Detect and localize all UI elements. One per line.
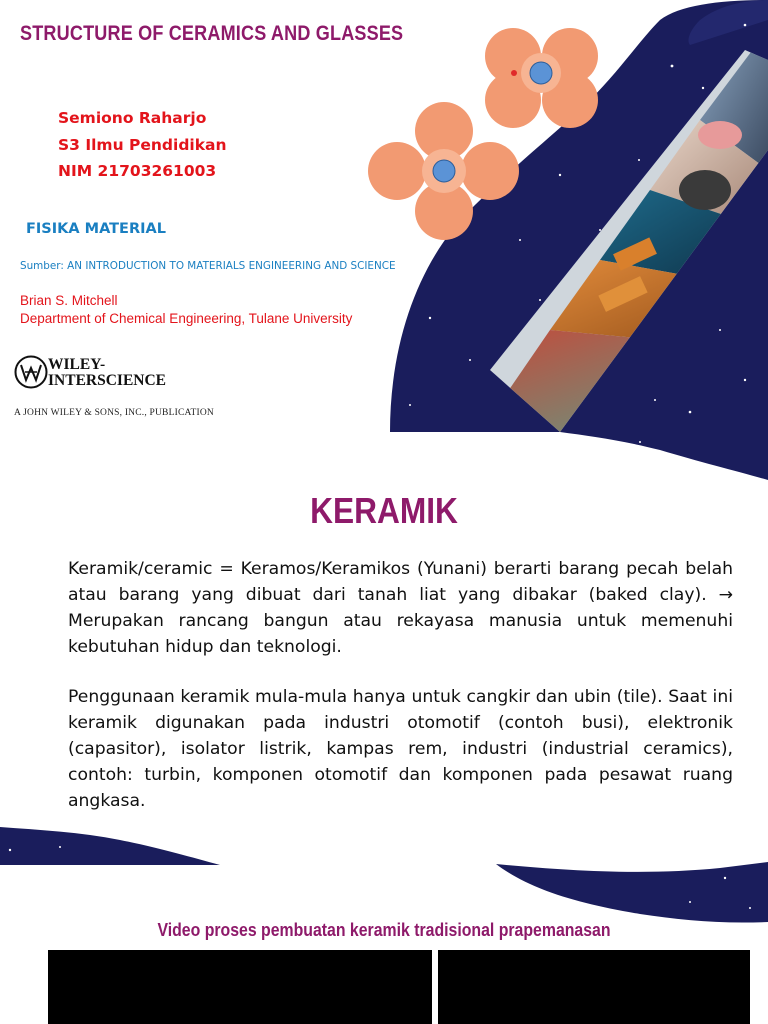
publisher-logo-text xyxy=(48,357,166,389)
source-reference: Sumber: AN INTRODUCTION TO MATERIALS ENGINEERING AND SCIENCE xyxy=(20,260,396,272)
author-program: S3 Ilmu Pendidikan xyxy=(58,136,227,154)
title-slide xyxy=(0,0,768,432)
wiley-logo-icon xyxy=(14,354,48,390)
video-player-right[interactable] xyxy=(438,950,750,1024)
atom-cluster-bottom xyxy=(368,102,519,240)
publisher-logo-line1: WILEY- xyxy=(48,356,106,373)
source-department: Department of Chemical Engineering, Tulane University xyxy=(20,311,353,326)
course-name: FISIKA MATERIAL xyxy=(26,221,166,237)
publisher-logo-line2: INTERSCIENCE xyxy=(48,372,167,389)
presentation-title: STRUCTURE OF CERAMICS AND GLASSES xyxy=(20,22,404,45)
video-caption: Video proses pembuatan keramik tradisional prapemanasan xyxy=(157,920,611,940)
author-name: Semiono Raharjo xyxy=(58,109,207,127)
slide-heading: KERAMIK xyxy=(310,490,458,531)
definition-paragraph: Keramik/ceramic = Keramos/Keramikos (Yunani) berarti barang pecah belah atau barang yang dibuat dari tanah liat yang dibakar (baked clay). → Merupakan rancang bangun atau rekayasa manusia untuk memenuhi kebutuhan hidup dan teknologi. xyxy=(68,559,733,657)
source-author: Brian S. Mitchell xyxy=(20,293,118,308)
video-player-left[interactable] xyxy=(48,950,432,1024)
author-nim: NIM 21703261003 xyxy=(58,162,217,180)
keramik-slide xyxy=(0,432,768,1024)
publisher-tagline: A JOHN WILEY & SONS, INC., PUBLICATION xyxy=(14,408,214,418)
usage-paragraph: Penggunaan keramik mula-mula hanya untuk cangkir dan ubin (tile). Saat ini keramik digunakan pada industri otomotif (contoh busi), elektronik (capasitor), isolator listrik, kampas rem, industri (industrial ceramics), contoh: turbin, komponen otomotif dan komponen pada pesawat ruang angkasa. xyxy=(68,687,733,811)
atom-cluster-top xyxy=(485,28,598,128)
ceramic-structure-illustration xyxy=(364,25,614,240)
